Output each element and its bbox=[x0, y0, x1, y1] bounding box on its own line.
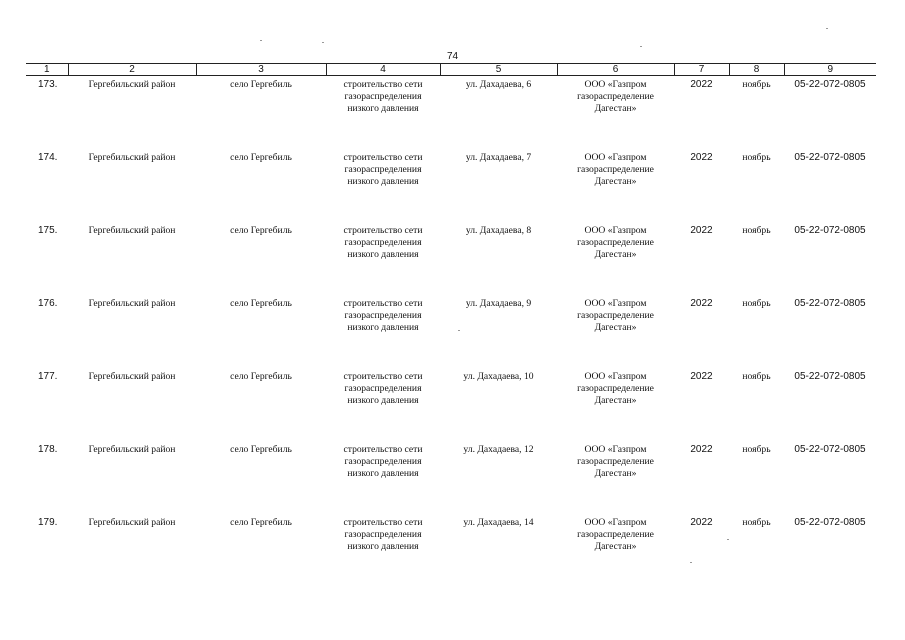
district-cell: Гергебильский район bbox=[88, 371, 176, 382]
scan-speck bbox=[260, 40, 262, 41]
address-cell: ул. Дахадаева, 7 bbox=[465, 152, 532, 163]
address-cell: ул. Дахадаева, 9 bbox=[465, 298, 532, 309]
month-cell: ноябрь bbox=[742, 225, 771, 236]
column-header: 1 bbox=[26, 64, 68, 76]
year-cell: 2022 bbox=[690, 371, 713, 382]
work-cell: строительство сети газораспределения низкого давления bbox=[343, 517, 423, 552]
month-cell: ноябрь bbox=[742, 517, 771, 528]
table-row bbox=[26, 441, 876, 514]
column-header: 8 bbox=[729, 64, 784, 76]
column-header: 3 bbox=[196, 64, 326, 76]
organization-cell: ООО «Газпром газораспределение Дагестан» bbox=[577, 152, 654, 187]
address-cell: ул. Дахадаева, 14 bbox=[463, 517, 534, 528]
column-header: 4 bbox=[326, 64, 440, 76]
organization-cell: ООО «Газпром газораспределение Дагестан» bbox=[577, 444, 654, 479]
year-cell: 2022 bbox=[690, 444, 713, 455]
table-row bbox=[26, 295, 876, 368]
table-row bbox=[26, 222, 876, 295]
code-cell: 05-22-072-0805 bbox=[794, 152, 866, 163]
year-cell: 2022 bbox=[690, 517, 713, 528]
address-cell: ул. Дахадаева, 8 bbox=[465, 225, 532, 236]
organization-cell: ООО «Газпром газораспределение Дагестан» bbox=[577, 79, 654, 114]
row-number: 173. bbox=[38, 79, 58, 90]
year-cell: 2022 bbox=[690, 225, 713, 236]
year-cell: 2022 bbox=[690, 298, 713, 309]
code-cell: 05-22-072-0805 bbox=[794, 517, 866, 528]
column-header-row bbox=[26, 64, 876, 76]
column-header: 9 bbox=[784, 64, 876, 76]
district-cell: Гергебильский район bbox=[88, 444, 176, 455]
locality-cell: село Гергебиль bbox=[230, 298, 292, 309]
scan-speck bbox=[690, 562, 692, 563]
month-cell: ноябрь bbox=[742, 298, 771, 309]
code-cell: 05-22-072-0805 bbox=[794, 444, 866, 455]
district-cell: Гергебильский район bbox=[88, 79, 176, 90]
row-number: 176. bbox=[38, 298, 58, 309]
year-cell: 2022 bbox=[690, 152, 713, 163]
locality-cell: село Гергебиль bbox=[230, 517, 292, 528]
table-row bbox=[26, 76, 876, 150]
column-header: 5 bbox=[440, 64, 557, 76]
organization-cell: ООО «Газпром газораспределение Дагестан» bbox=[577, 298, 654, 333]
district-cell: Гергебильский район bbox=[88, 517, 176, 528]
work-cell: строительство сети газораспределения низкого давления bbox=[343, 152, 423, 187]
row-number: 177. bbox=[38, 371, 58, 382]
district-cell: Гергебильский район bbox=[88, 225, 176, 236]
work-cell: строительство сети газораспределения низкого давления bbox=[343, 79, 423, 114]
records-table bbox=[26, 63, 876, 587]
work-cell: строительство сети газораспределения низкого давления bbox=[343, 225, 423, 260]
month-cell: ноябрь bbox=[742, 152, 771, 163]
month-cell: ноябрь bbox=[742, 444, 771, 455]
row-number: 175. bbox=[38, 225, 58, 236]
locality-cell: село Гергебиль bbox=[230, 444, 292, 455]
month-cell: ноябрь bbox=[742, 79, 771, 90]
code-cell: 05-22-072-0805 bbox=[794, 79, 866, 90]
scan-speck bbox=[826, 28, 828, 29]
locality-cell: село Гергебиль bbox=[230, 371, 292, 382]
code-cell: 05-22-072-0805 bbox=[794, 371, 866, 382]
scan-speck bbox=[640, 46, 642, 47]
scan-speck bbox=[458, 330, 460, 331]
row-number: 179. bbox=[38, 517, 58, 528]
locality-cell: село Гергебиль bbox=[230, 152, 292, 163]
year-cell: 2022 bbox=[690, 79, 713, 90]
organization-cell: ООО «Газпром газораспределение Дагестан» bbox=[577, 517, 654, 552]
table-row bbox=[26, 514, 876, 587]
column-header: 6 bbox=[557, 64, 674, 76]
work-cell: строительство сети газораспределения низкого давления bbox=[343, 298, 423, 333]
organization-cell: ООО «Газпром газораспределение Дагестан» bbox=[577, 371, 654, 406]
column-header: 7 bbox=[674, 64, 729, 76]
work-cell: строительство сети газораспределения низкого давления bbox=[343, 371, 423, 406]
table-row bbox=[26, 149, 876, 222]
locality-cell: село Гергебиль bbox=[230, 225, 292, 236]
organization-cell: ООО «Газпром газораспределение Дагестан» bbox=[577, 225, 654, 260]
scan-speck bbox=[727, 539, 729, 540]
row-number: 178. bbox=[38, 444, 58, 455]
address-cell: ул. Дахадаева, 10 bbox=[463, 371, 534, 382]
address-cell: ул. Дахадаева, 12 bbox=[463, 444, 534, 455]
code-cell: 05-22-072-0805 bbox=[794, 298, 866, 309]
address-cell: ул. Дахадаева, 6 bbox=[465, 79, 532, 90]
district-cell: Гергебильский район bbox=[88, 152, 176, 163]
table-row bbox=[26, 368, 876, 441]
work-cell: строительство сети газораспределения низкого давления bbox=[343, 444, 423, 479]
row-number: 174. bbox=[38, 152, 58, 163]
page-number: 74 bbox=[446, 51, 459, 62]
locality-cell: село Гергебиль bbox=[230, 79, 292, 90]
scan-speck bbox=[322, 42, 324, 43]
column-header: 2 bbox=[68, 64, 196, 76]
code-cell: 05-22-072-0805 bbox=[794, 225, 866, 236]
month-cell: ноябрь bbox=[742, 371, 771, 382]
district-cell: Гергебильский район bbox=[88, 298, 176, 309]
